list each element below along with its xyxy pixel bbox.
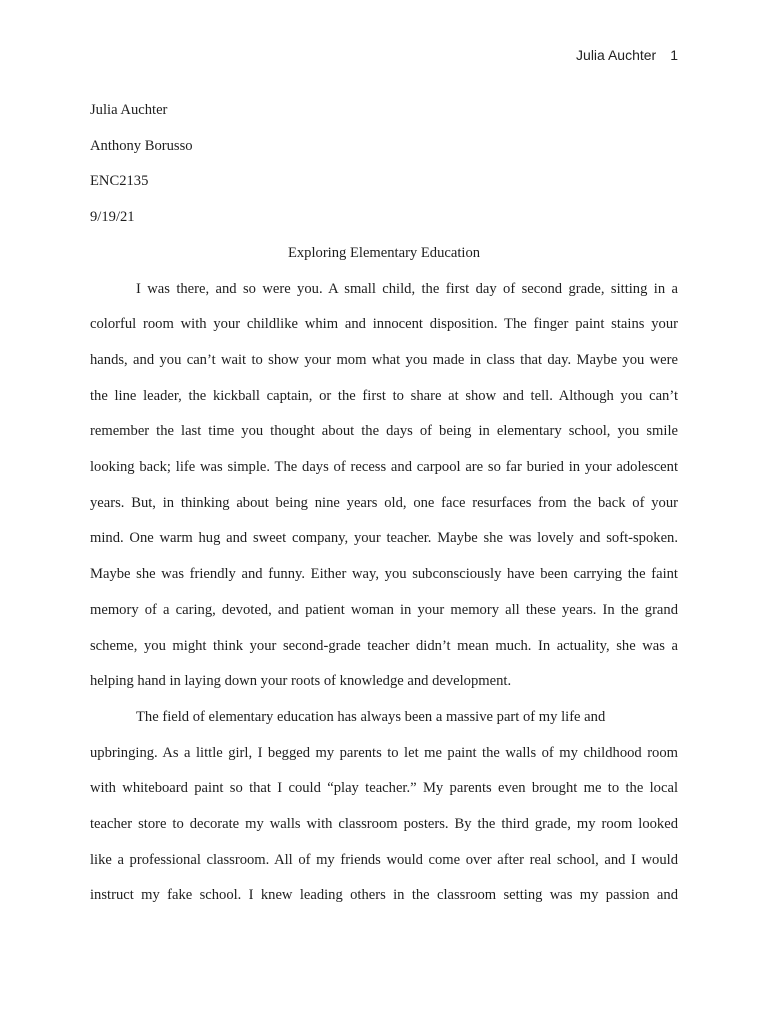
heading-date: 9/19/21 — [90, 209, 135, 226]
text-line: hands, and you can’t wait to show your mom what you made in class that day. Maybe you were — [90, 351, 678, 368]
text-line: upbringing. As a little girl, I begged my parents to let me paint the walls of my childhood room — [90, 744, 678, 761]
text-line: Maybe she was friendly and funny. Either way, you subconsciously have been carrying the faint — [90, 566, 678, 583]
essay-body — [90, 93, 678, 914]
heading-student-name: Julia Auchter — [90, 102, 168, 118]
heading-instructor-name: Anthony Borusso — [90, 137, 193, 154]
paragraph-1 — [90, 272, 678, 700]
text-line: instruct my fake school. I knew leading others in the classroom setting was my passion and — [90, 887, 678, 904]
text-line: I was there, and so were you. A small child, the first day of second grade, sitting in a — [136, 280, 678, 297]
text-line: memory of a caring, devoted, and patient woman in your memory all these years. In the grand — [90, 601, 678, 618]
text-line: the line leader, the kickball captain, or the first to share at show and tell. Although you can’t — [90, 387, 678, 404]
text-line: scheme, you might think your second-grade teacher didn’t mean much. In actuality, she was a — [90, 637, 678, 654]
text-line: teacher store to decorate my walls with classroom posters. By the third grade, my room looked — [90, 816, 678, 833]
page-number: 1 — [670, 47, 678, 63]
text-line: with whiteboard paint so that I could “play teacher.” My parents even brought me to the local — [90, 780, 678, 797]
essay-title: Exploring Elementary Education — [287, 244, 481, 261]
text-line: remember the last time you thought about the days of being in elementary school, you smile — [90, 423, 678, 440]
text-line: mind. One warm hug and sweet company, your teacher. Maybe she was lovely and soft-spoken. — [90, 530, 678, 547]
running-head-author: Julia Auchter — [576, 47, 657, 63]
heading-course: ENC2135 — [90, 173, 149, 190]
text-line: looking back; life was simple. The days of recess and carpool are so far buried in your adolescent — [90, 459, 678, 476]
text-line: like a professional classroom. All of my friends would come over after real school, and I would — [90, 851, 678, 868]
paragraph-2 — [90, 700, 678, 914]
text-line: helping hand in laying down your roots of knowledge and development. — [90, 673, 512, 690]
text-line: years. But, in thinking about being nine years old, one face resurfaces from the back of your — [90, 494, 678, 511]
text-line: colorful room with your childlike whim and innocent disposition. The finger paint stains your — [90, 316, 678, 333]
running-head — [576, 47, 678, 63]
text-line: The field of elementary education has always been a massive part of my life and — [136, 708, 606, 725]
